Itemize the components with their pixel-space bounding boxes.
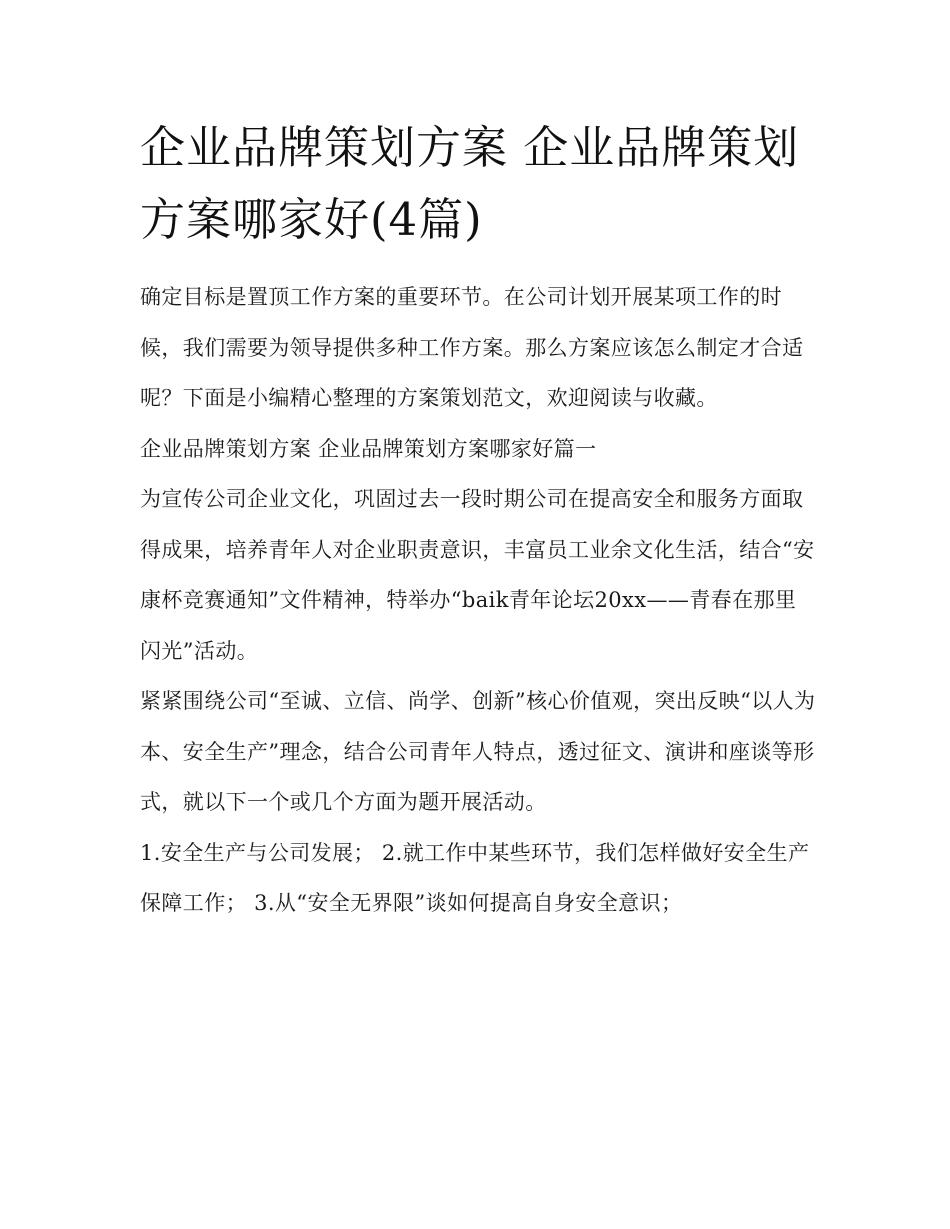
body-paragraph: 紧紧围绕公司“至诚、立信、尚学、创新”核心价值观，突出反映“以人为本、安全生产”理念，结合公司青年人特点，透过征文、演讲和座谈等形式，就以下一个或几个方面为题开展活动。 (140, 689, 816, 814)
document-title: 企业品牌策划方案 企业品牌策划方案哪家好(4篇) (140, 121, 800, 246)
intro-paragraph: 确定目标是置顶工作方案的重要环节。在公司计划开展某项工作的时候，我们需要为领导提供多种工作方案。那么方案应该怎么制定才合适呢？下面是小编精心整理的方案策划范文，欢迎阅读与收藏。 (140, 285, 804, 410)
topic-list-paragraph: 1.安全生产与公司发展； 2.就工作中某些环节，我们怎样做好安全生产保障工作； 3.从“安全无界限”谈如何提高自身安全意识； (140, 840, 810, 915)
section-heading: 企业品牌策划方案 企业品牌策划方案哪家好篇一 (140, 436, 597, 461)
body-paragraph: 为宣传公司企业文化，巩固过去一段时期公司在提高安全和服务方面取得成果，培养青年人对企业职责意识，丰富员工业余文化生活，结合“安康杯竞赛通知”文件精神，特举办“baik青年论坛20xx——青春在那里闪光”活动。 (140, 487, 815, 663)
document-page (140, 112, 816, 929)
